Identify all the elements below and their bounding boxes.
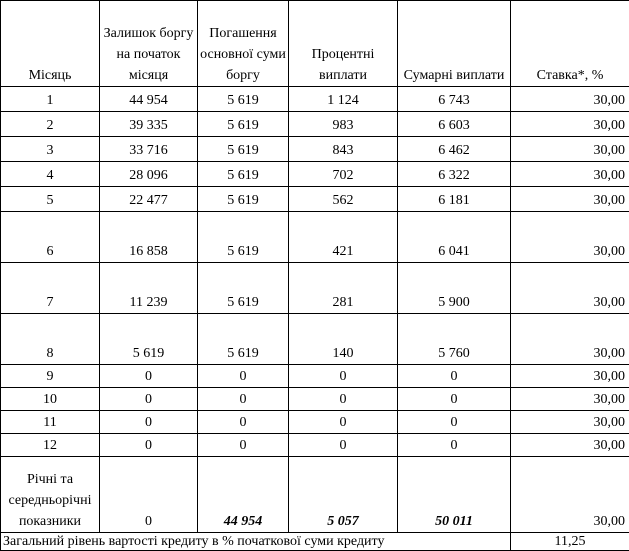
cell-balance: 5 619 [100, 314, 198, 365]
cell-interest: 0 [289, 411, 398, 434]
summary-principal: 44 954 [198, 457, 289, 533]
cell-balance: 33 716 [100, 137, 198, 162]
cell-interest: 1 124 [289, 87, 398, 112]
cell-balance: 0 [100, 388, 198, 411]
cell-principal: 5 619 [198, 212, 289, 263]
cell-principal: 5 619 [198, 112, 289, 137]
cell-rate: 30,00 [511, 263, 629, 314]
cell-total: 0 [398, 434, 511, 457]
cell-interest: 0 [289, 388, 398, 411]
cell-principal: 0 [198, 365, 289, 388]
table-row [1, 137, 629, 162]
cell-interest: 140 [289, 314, 398, 365]
header-total: Сумарні виплати [398, 1, 511, 87]
cell-rate: 30,00 [511, 87, 629, 112]
cell-rate: 30,00 [511, 137, 629, 162]
footer-label: Загальний рівень вартості кредиту в % початкової суми кредиту [1, 533, 511, 551]
cell-principal: 5 619 [198, 263, 289, 314]
cell-principal: 0 [198, 388, 289, 411]
summary-row [1, 457, 629, 533]
cell-principal: 5 619 [198, 162, 289, 187]
summary-rate: 30,00 [511, 457, 629, 533]
header-principal: Погашення основної суми боргу [198, 1, 289, 87]
cell-balance: 39 335 [100, 112, 198, 137]
header-interest: Процентні виплати [289, 1, 398, 87]
cell-month: 12 [1, 434, 100, 457]
header-rate: Ставка*, % [511, 1, 629, 87]
cell-month: 6 [1, 212, 100, 263]
table-row [1, 187, 629, 212]
cell-total: 0 [398, 365, 511, 388]
cell-month: 1 [1, 87, 100, 112]
footer-row [1, 533, 629, 551]
cell-balance: 22 477 [100, 187, 198, 212]
cell-interest: 0 [289, 434, 398, 457]
table-row [1, 263, 629, 314]
header-row [1, 1, 629, 87]
cell-total: 6 743 [398, 87, 511, 112]
cell-month: 9 [1, 365, 100, 388]
footer-value: 11,25 [511, 533, 629, 551]
cell-interest: 983 [289, 112, 398, 137]
cell-total: 5 900 [398, 263, 511, 314]
table-row [1, 212, 629, 263]
cell-rate: 30,00 [511, 187, 629, 212]
cell-month: 5 [1, 187, 100, 212]
cell-month: 4 [1, 162, 100, 187]
cell-total: 6 181 [398, 187, 511, 212]
cell-rate: 30,00 [511, 388, 629, 411]
summary-balance: 0 [100, 457, 198, 533]
cell-total: 6 603 [398, 112, 511, 137]
table-row [1, 411, 629, 434]
cell-principal: 5 619 [198, 87, 289, 112]
cell-rate: 30,00 [511, 162, 629, 187]
table-row [1, 434, 629, 457]
cell-principal: 5 619 [198, 137, 289, 162]
cell-interest: 702 [289, 162, 398, 187]
cell-interest: 843 [289, 137, 398, 162]
table-row [1, 388, 629, 411]
table-row [1, 87, 629, 112]
cell-interest: 0 [289, 365, 398, 388]
cell-month: 7 [1, 263, 100, 314]
cell-rate: 30,00 [511, 314, 629, 365]
cell-rate: 30,00 [511, 411, 629, 434]
header-month: Місяць [1, 1, 100, 87]
cell-balance: 0 [100, 434, 198, 457]
cell-month: 8 [1, 314, 100, 365]
cell-total: 0 [398, 411, 511, 434]
header-balance: Залишок боргу на початок місяця [100, 1, 198, 87]
cell-total: 5 760 [398, 314, 511, 365]
cell-principal: 0 [198, 411, 289, 434]
table-row [1, 365, 629, 388]
cell-month: 3 [1, 137, 100, 162]
cell-interest: 421 [289, 212, 398, 263]
summary-label: Річні та середньорічні показники [1, 457, 100, 533]
cell-rate: 30,00 [511, 212, 629, 263]
cell-total: 6 322 [398, 162, 511, 187]
cell-month: 2 [1, 112, 100, 137]
cell-month: 10 [1, 388, 100, 411]
cell-interest: 281 [289, 263, 398, 314]
cell-rate: 30,00 [511, 112, 629, 137]
cell-total: 6 041 [398, 212, 511, 263]
cell-principal: 5 619 [198, 187, 289, 212]
summary-total: 50 011 [398, 457, 511, 533]
cell-balance: 11 239 [100, 263, 198, 314]
cell-rate: 30,00 [511, 434, 629, 457]
table-row [1, 112, 629, 137]
cell-principal: 5 619 [198, 314, 289, 365]
cell-balance: 44 954 [100, 87, 198, 112]
cell-total: 0 [398, 388, 511, 411]
cell-interest: 562 [289, 187, 398, 212]
cell-balance: 0 [100, 411, 198, 434]
summary-interest: 5 057 [289, 457, 398, 533]
cell-balance: 28 096 [100, 162, 198, 187]
cell-principal: 0 [198, 434, 289, 457]
cell-balance: 0 [100, 365, 198, 388]
cell-balance: 16 858 [100, 212, 198, 263]
table-row [1, 162, 629, 187]
cell-total: 6 462 [398, 137, 511, 162]
table-row [1, 314, 629, 365]
cell-rate: 30,00 [511, 365, 629, 388]
cell-month: 11 [1, 411, 100, 434]
